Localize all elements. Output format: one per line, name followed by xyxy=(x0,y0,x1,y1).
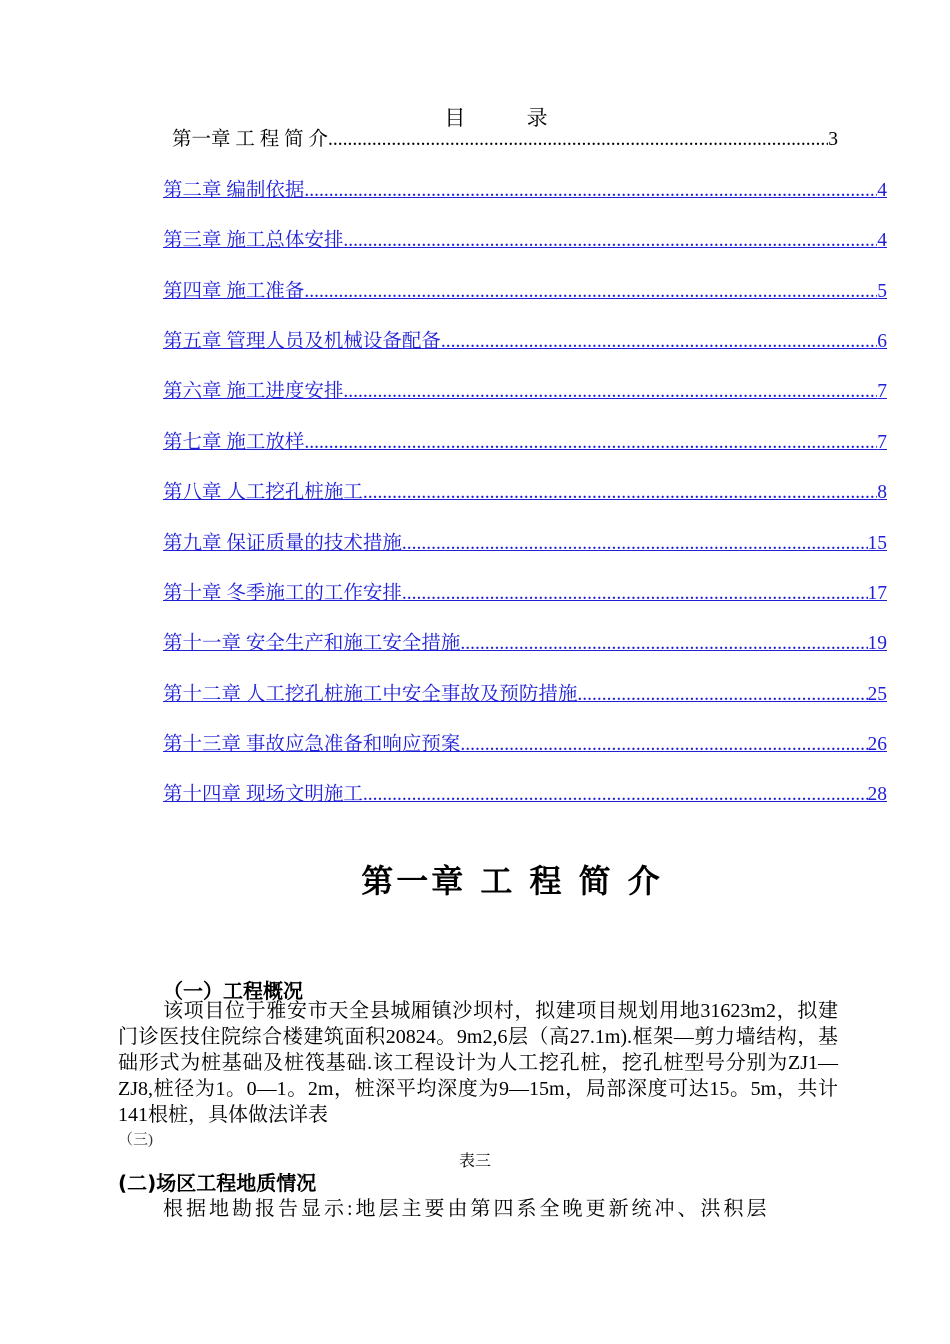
section-1-title: （一）工程概况 xyxy=(163,979,303,1003)
toc-entry-7[interactable] xyxy=(163,429,887,455)
toc-entry-14[interactable] xyxy=(163,781,887,807)
toc-leader-dots xyxy=(363,481,877,505)
toc-entry-title: 第十二章 人工挖孔桩施工中安全事故及预防措施 xyxy=(163,684,578,705)
toc-entry-title: 第二章 编制依据 xyxy=(163,180,305,201)
toc-leader-dots xyxy=(460,733,867,757)
toc-entry-3[interactable] xyxy=(163,227,887,253)
toc-entry-title: 第一章 工 程 简 介 xyxy=(172,129,329,150)
toc-leader-dots xyxy=(343,229,877,253)
toc-entry-title: 第七章 施工放样 xyxy=(163,432,305,453)
toc-leader-dots xyxy=(343,380,877,404)
section-1-paragraph: 该项目位于雅安市天全县城厢镇沙坝村，拟建项目规划用地31623m2，拟建门诊医技住院综合楼建筑面积20824。9m2,6层（高27.1m).框架—剪力墙结构，基础形式为桩基础及桩筏基础.该工程设计为人工挖孔桩，挖孔桩型号分别为ZJ1—ZJ8,桩径为1。0—1。2m，桩深平均深度为9—15m，局部深度可达15。5m，共计141根桩，具体做法详表 xyxy=(118,1000,838,1126)
toc-entry-title: 第十三章 事故应急准备和响应预案 xyxy=(163,734,461,755)
toc-entry-page: 28 xyxy=(867,784,887,805)
toc-entry-title: 第五章 管理人员及机械设备配备 xyxy=(163,331,441,352)
toc-entry-page: 7 xyxy=(877,381,887,402)
toc-leader-dots xyxy=(304,179,877,203)
toc-entry-title: 第十章 冬季施工的工作安排 xyxy=(163,583,402,604)
toc-entry-title: 第十一章 安全生产和施工安全措施 xyxy=(163,633,461,654)
toc-leader-dots xyxy=(441,330,877,354)
toc-leader-dots xyxy=(460,632,867,656)
toc-entry-10[interactable] xyxy=(163,580,887,606)
chapter-heading: 第一章 工 程 简 介 xyxy=(361,862,663,900)
toc-entry-page: 4 xyxy=(877,180,887,201)
toc-entry-4[interactable] xyxy=(163,278,887,304)
toc-entry-5[interactable] xyxy=(163,328,887,354)
toc-entry-page: 25 xyxy=(867,684,887,705)
toc-entry-page: 4 xyxy=(877,230,887,251)
toc-leader-dots xyxy=(402,532,868,556)
toc-entry-title: 第三章 施工总体安排 xyxy=(163,230,344,251)
toc-entry-page: 17 xyxy=(867,583,887,604)
toc-leader-dots xyxy=(402,582,868,606)
toc-entry-page: 8 xyxy=(877,482,887,503)
table-caption: 表三 xyxy=(458,1153,491,1170)
toc-entry-page: 26 xyxy=(867,734,887,755)
toc-leader-dots xyxy=(363,783,868,807)
toc-entry-page: 3 xyxy=(828,129,838,150)
toc-entry-11[interactable] xyxy=(163,630,887,656)
toc-entry-page: 6 xyxy=(877,331,887,352)
toc-entry-title: 第六章 施工进度安排 xyxy=(163,381,344,402)
toc-entry-title: 第九章 保证质量的技术措施 xyxy=(163,533,402,554)
section-2-title: (二)场区工程地质情况 xyxy=(118,1171,317,1195)
toc-entry-9[interactable] xyxy=(163,530,887,556)
toc-leader-dots xyxy=(577,683,867,707)
section-1-note: （三) xyxy=(118,1132,153,1148)
toc-entry-2[interactable] xyxy=(163,177,887,203)
section-2-paragraph: 根据地勘报告显示:地层主要由第四系全晚更新统冲、洪积层 xyxy=(163,1198,770,1220)
toc-leader-dots xyxy=(304,280,877,304)
toc-title: 目 录 xyxy=(444,106,576,130)
toc-entry-title: 第十四章 现场文明施工 xyxy=(163,784,363,805)
toc-entry-title: 第四章 施工准备 xyxy=(163,281,305,302)
toc-leader-dots xyxy=(304,431,877,455)
toc-entry-page: 5 xyxy=(877,281,887,302)
toc-entry-1[interactable] xyxy=(172,126,838,152)
toc-leader-dots xyxy=(328,128,828,152)
toc-entry-page: 15 xyxy=(867,533,887,554)
toc-entry-8[interactable] xyxy=(163,479,887,505)
toc-entry-page: 19 xyxy=(867,633,887,654)
toc-entry-title: 第八章 人工挖孔桩施工 xyxy=(163,482,363,503)
toc-entry-13[interactable] xyxy=(163,731,887,757)
toc-entry-12[interactable] xyxy=(163,681,887,707)
toc-entry-page: 7 xyxy=(877,432,887,453)
toc-entry-6[interactable] xyxy=(163,378,887,404)
